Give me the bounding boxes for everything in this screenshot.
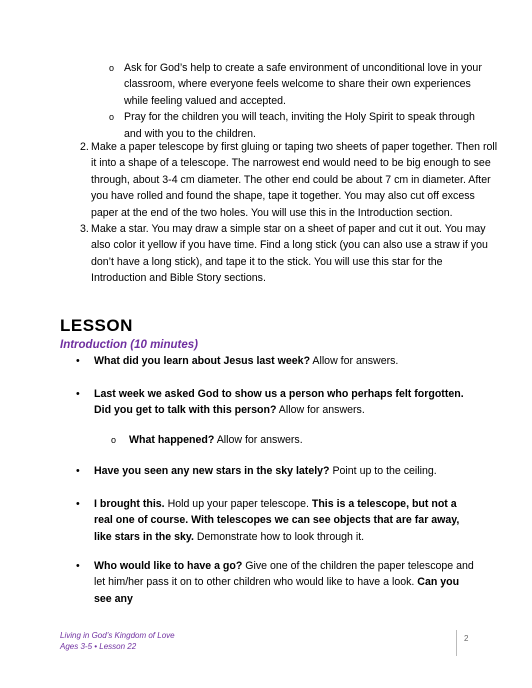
intro-bullet	[76, 386, 476, 419]
bullet-dot: •	[76, 498, 80, 510]
sub-bullet-marker: o	[111, 435, 117, 445]
bullet-instruction: Point up to the ceiling.	[329, 465, 437, 477]
bullet-dot: •	[76, 355, 80, 367]
bullet-instruction: Hold up your paper telescope.	[164, 498, 312, 510]
bullet-question: Have you seen any new stars in the sky lately?	[94, 465, 330, 477]
item-number: 3.	[80, 223, 89, 236]
bullet-instruction: Allow for answers.	[310, 355, 399, 367]
intro-sub-bullet	[111, 432, 471, 448]
bullet-question: Can you see any	[94, 576, 460, 605]
intro-bullet	[76, 463, 476, 479]
bullet-question: Last week we asked God to show us a person who perhaps felt forgotten. Did you get to talk with this person?	[94, 388, 464, 417]
intro-bullet	[76, 353, 476, 369]
bullet-question: What did you learn about Jesus last week?	[94, 355, 311, 367]
bullet-dot: •	[76, 388, 80, 400]
bullet-instruction: Allow for answers.	[276, 404, 365, 417]
bullet-instruction: Give one of the children the paper telescope and let him/her pass it on to other children who would like to have a look.	[94, 560, 474, 589]
intro-bullet	[76, 558, 476, 607]
prep-sub-item	[109, 60, 489, 109]
bullet-dot: •	[76, 465, 80, 477]
prep-sub-item-text: Ask for God’s help to create a safe environment of unconditional love in your classroom, where everyone feels welcome to share their own experiences while feeling valued and accepted.	[124, 62, 482, 107]
prep-sub-item-text: Pray for the children you will teach, inviting the Holy Spirit to speak through and with you to the children.	[124, 111, 475, 140]
item-text: Make a star. You may draw a simple star on a sheet of paper and cut it out. You may also color it yellow if you have time. Find a long stick (you can also use a straw if you don’t have a long stick), and tape it to the stick. You will use this star for the Introduction and Bible Story sections.	[91, 223, 488, 285]
footer-lesson-info: Ages 3-5 • Lesson 22	[60, 642, 137, 651]
item-text: Make a paper telescope by first gluing or taping two sheets of paper together. Then roll it into a shape of a telescope. The narrowest end would need to be big enough to see through, about 3-4 cm diameter. The other end could be about 7 cm in diameter. After you have rolled and found the shape, tape it together. You may also cut off excess paper at the end of the two holes. You will use this in the Introduction section.	[91, 141, 498, 219]
intro-bullet	[76, 496, 476, 545]
prep-numbered-item	[80, 221, 500, 287]
footer-divider	[456, 630, 457, 656]
item-number: 2.	[80, 141, 89, 153]
lesson-heading: LESSON	[60, 316, 133, 335]
bullet-script: This is a telescope, but not a real one of course. With telescopes we can see objects that are far away, like stars in the sky.	[94, 498, 460, 543]
prep-numbered-item	[80, 139, 500, 221]
footer-course-info	[60, 630, 175, 652]
bullet-instruction: Allow for answers.	[214, 434, 303, 446]
introduction-heading: Introduction (10 minutes)	[60, 339, 198, 351]
bullet-dot: •	[76, 560, 80, 572]
sub-bullet-marker: o	[109, 112, 115, 123]
bullet-question: What happened?	[129, 434, 215, 446]
bullet-script: I brought this.	[94, 498, 165, 510]
sub-bullet-marker: o	[109, 63, 115, 73]
prep-sub-list	[109, 60, 489, 142]
bullet-question: Who would like to have a go?	[94, 560, 243, 572]
prep-numbered-list	[80, 139, 500, 287]
page-number: 2	[464, 634, 469, 643]
prep-sub-item	[109, 109, 489, 142]
bullet-instruction: Demonstrate how to look through it.	[193, 530, 365, 543]
footer-course-title: Living in God’s Kingdom of Love	[60, 631, 175, 640]
